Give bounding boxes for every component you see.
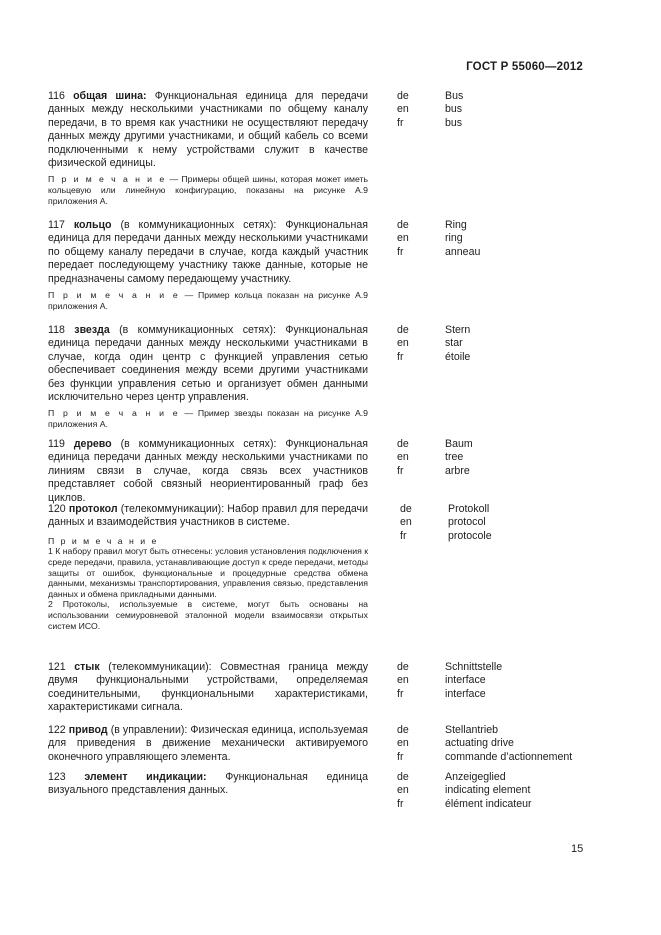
term-entry-118: [48, 324, 368, 430]
translations-116: de Bus en bus fr bus: [397, 90, 464, 129]
page-number: 15: [571, 843, 584, 855]
term-definition: [48, 438, 368, 505]
definition-text: Функциональная единица для передачи данных между несколькими участниками по общему каналу передачи, в то время как участники не осуществляют передачу данных между другими участниками, и общий кабель со всеми подключенными к нему устройствами служит в качестве физической единицы.: [48, 90, 368, 170]
note-text: — Пример кольца показан на рисунке А.9 приложения А.: [48, 290, 368, 311]
term-note: [48, 290, 368, 311]
term-number: 118: [48, 324, 65, 336]
term-name: протокол: [68, 503, 118, 515]
translations-117: de Ring en ring fr anneau: [397, 219, 481, 258]
translation-en: tree: [445, 451, 464, 464]
translations-121: de Schnittstelle en interface fr interface: [397, 661, 503, 700]
definition-text: (телекоммуникации): Набор правил для передачи данных и взаимодействия участников в системе.: [48, 503, 368, 529]
term-note: [48, 536, 368, 631]
term-entry-117: [48, 219, 368, 311]
translation-fr: élément indicateur: [445, 797, 532, 810]
term-definition: [48, 724, 368, 764]
note-text: — Пример звезды показан на рисунке А.9 приложения А.: [48, 408, 368, 430]
note-text: — Примеры общей шины, которая может иметь кольцевую или линейную конфигурацию, показаны на рисунке А.9 приложения А.: [48, 174, 369, 206]
term-number: 119: [48, 438, 65, 450]
translation-fr: étoile: [445, 350, 471, 363]
translation-en: interface: [445, 674, 486, 687]
translation-fr: bus: [445, 116, 463, 129]
translation-de: Stellantrieb: [445, 724, 498, 736]
term-entry-120: [48, 503, 368, 631]
term-number: 116: [48, 90, 65, 102]
definition-text: (в коммуникационных сетях): Функциональная единица передачи данных между несколькими участниками по линиям связи в случае, когда связь всех участников представляет собой связный неориентированный граф без циклов.: [48, 438, 368, 504]
term-entry-116: [48, 90, 368, 206]
term-entry-123: [48, 771, 368, 798]
translation-en: star: [445, 337, 463, 350]
term-name: дерево: [73, 438, 112, 450]
term-number: 117: [48, 219, 65, 231]
definition-text: (в коммуникационных сетях): Функциональная единица передачи данных между несколькими участниками в случае, когда один центр с функцией управления сетью обеспечивает соединения между всеми другими участниками без функции управления сетью и организует обмен данными исключительно через центр управления.: [48, 324, 368, 404]
term-entry-122: [48, 724, 368, 764]
translations-123: de Anzeigeglied en indicating element fr élément indicateur: [397, 771, 532, 810]
definition-text: Функциональная единица визуального представления данных.: [48, 771, 368, 797]
translation-fr: protocole: [448, 529, 492, 542]
translation-en: ring: [445, 232, 463, 245]
term-entry-119: [48, 438, 368, 505]
note-label: П р и м е ч а н и е: [48, 408, 180, 419]
definition-text: (телекоммуникации): Совместная граница между двумя функциональными устройствами, определяемая соединительными, функциональными характеристиками, характеристиками сигнала.: [48, 661, 368, 714]
term-definition: [48, 771, 368, 798]
term-name: элемент индикации:: [84, 771, 207, 783]
translations-120: de Protokoll en protocol fr protocole: [400, 503, 492, 542]
term-name: звезда: [74, 324, 110, 336]
term-number: 123: [48, 771, 66, 783]
translation-de: Protokoll: [448, 503, 490, 515]
term-number: 122: [48, 724, 66, 736]
translation-de: Baum: [445, 438, 473, 450]
translation-de: Anzeigeglied: [445, 771, 506, 783]
note-label: П р и м е ч а н и е: [48, 290, 180, 301]
translation-de: Ring: [445, 219, 467, 231]
translation-de: Bus: [445, 90, 464, 102]
translation-en: actuating drive: [445, 737, 514, 750]
translation-de: Schnittstelle: [445, 661, 503, 673]
translation-en: protocol: [448, 516, 486, 529]
term-name: привод: [68, 724, 108, 736]
term-number: 121: [48, 661, 66, 673]
translation-fr: anneau: [445, 245, 481, 258]
translation-de: Stern: [445, 324, 471, 336]
term-name: стык: [74, 661, 100, 673]
term-definition: [48, 90, 368, 170]
term-definition: [48, 661, 368, 715]
term-number: 120: [48, 503, 66, 515]
term-note: [48, 408, 368, 429]
note-item-1: 1 К набору правил могут быть отнесены: условия установления подключения к среде передачи, правила, устанавливающие доступ к среде передачи, методы защиты от ошибок, функциональные и процедурные средства обмена данными, механизмы транспортирования, управления связью, представления данных и обмена прикладными данными.: [48, 546, 368, 599]
term-definition: [48, 324, 368, 404]
translations-118: de Stern en star fr étoile: [397, 324, 471, 363]
note-label: П р и м е ч а н и е: [48, 174, 167, 185]
term-note: [48, 174, 368, 206]
note-label: П р и м е ч а н и е: [48, 535, 159, 546]
definition-text: (в управлении): Физическая единица, используемая для приведения в движение механически активируемого оконечного управляющего элемента.: [48, 724, 368, 763]
term-name: общая шина:: [73, 90, 147, 102]
translations-122: de Stellantrieb en actuating drive fr commande d’actionnement: [397, 724, 573, 763]
definition-text: (в коммуникационных сетях): Функциональная единица для передачи данных между несколькими участниками по общему каналу передачи в случае, когда каждый участник передает последующему участнику также данные, которые не предназначены самому передающему участнику.: [48, 219, 368, 285]
term-definition: [48, 503, 368, 530]
document-standard-header: ГОСТ Р 55060—2012: [466, 61, 583, 73]
term-name: кольцо: [73, 219, 112, 231]
translation-fr: interface: [445, 687, 486, 700]
translation-fr: commande d’actionnement: [445, 750, 573, 763]
translation-en: indicating element: [445, 784, 531, 797]
translations-119: de Baum en tree fr arbre: [397, 438, 473, 477]
term-definition: [48, 219, 368, 286]
translation-en: bus: [445, 103, 463, 116]
translation-fr: arbre: [445, 464, 470, 477]
term-entry-121: [48, 661, 368, 715]
note-item-2: 2 Протоколы, используемые в системе, могут быть основаны на использовании семиуровневой эталонной модели взаимосвязи открытых систем ИСО.: [48, 599, 368, 631]
